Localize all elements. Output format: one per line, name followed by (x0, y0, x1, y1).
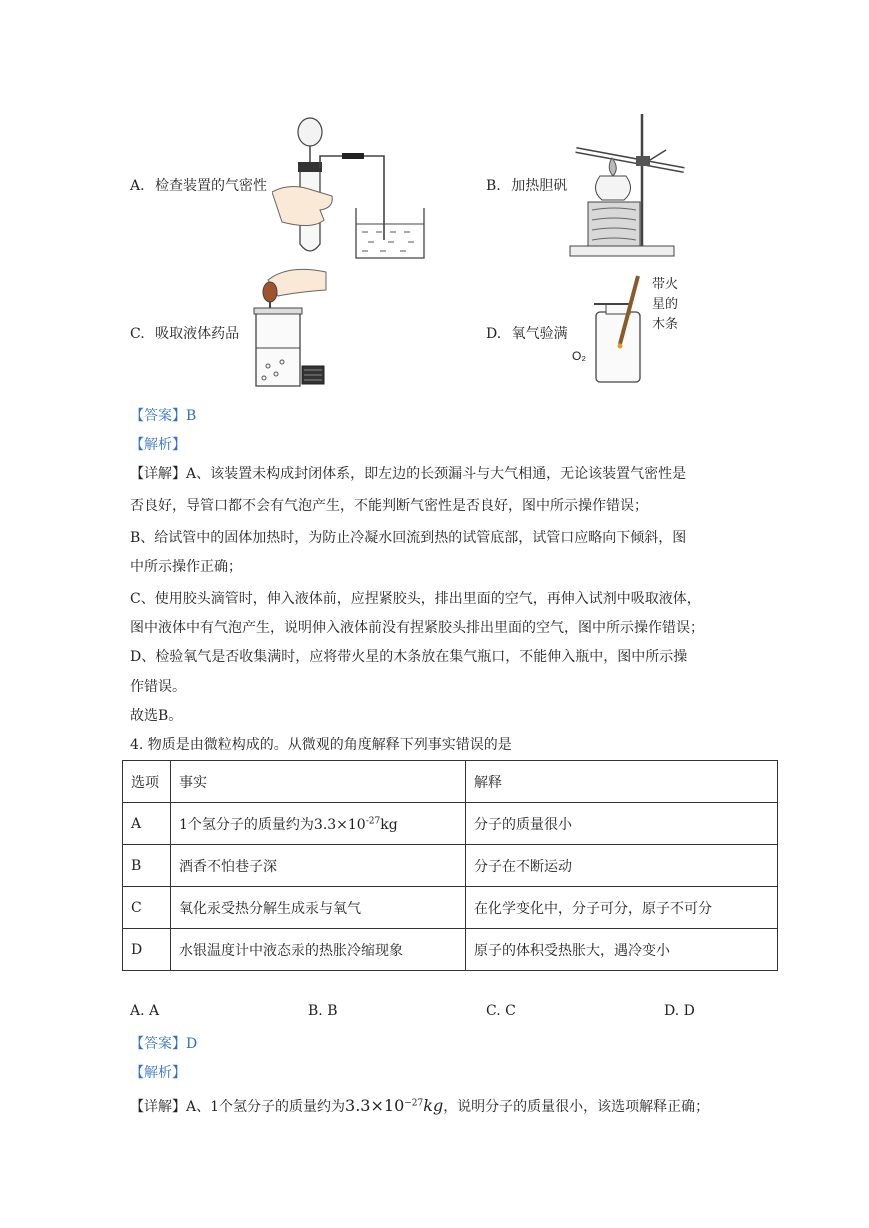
table-cell-option: A (123, 803, 171, 845)
q3-detail-line: D、检验氧气是否收集满时，应将带火星的木条放在集气瓶口，不能伸入瓶中，图中所示操 (130, 649, 688, 665)
q4-analysis-title: 【解析】 (130, 1065, 186, 1081)
q4-detail-pre: 【详解】A、1个氢分子的质量约为 (130, 1099, 346, 1115)
table-header-cell: 选项 (123, 761, 171, 803)
q3-detail-line: C、使用胶头滴管时，伸入液体前，应捏紧胶头，排出里面的空气，再伸入试剂中吸取液体， (130, 591, 701, 607)
option-a-text: 检查装置的气密性 (155, 178, 268, 194)
option-c (130, 323, 239, 343)
q3-detail-line: 中所示操作正确； (130, 559, 242, 575)
table-row (123, 887, 778, 929)
q4-detail-exponent: −27 (404, 1098, 424, 1109)
table-cell-fact (171, 803, 466, 845)
table-cell-option: B (123, 845, 171, 887)
figure-oxygen-check (572, 272, 700, 388)
q3-detail-line: 故选B。 (130, 708, 183, 724)
fig-d-label-3: 木条 (652, 316, 679, 331)
option-c-letter: C. (130, 326, 145, 342)
fig-d-label-2: 星的 (652, 296, 679, 311)
figure-heating-bluestone (566, 110, 690, 258)
option-c-text: 吸取液体药品 (155, 326, 240, 342)
option-b-text: 加热胆矾 (511, 178, 568, 194)
option-d-letter: D. (486, 326, 502, 342)
table-cell-option: C (123, 887, 171, 929)
choice-b: B. B (308, 1003, 338, 1019)
table-cell-fact: 水银温度计中液态汞的热胀冷缩现象 (171, 929, 466, 971)
q3-detail-line: 【详解】A、该装置未构成封闭体系，即左边的长颈漏斗与大气相通，无论该装置气密性是 (130, 466, 687, 482)
q3-analysis-title: 【解析】 (130, 437, 186, 453)
figure-dropper (248, 262, 368, 390)
q4-stem: 4. 物质是由微粒构成的。从微观的角度解释下列事实错误的是 (130, 737, 512, 753)
table-cell-explain: 分子在不断运动 (466, 845, 778, 887)
fact-unit: kg (380, 816, 398, 833)
choice-a: A. A (130, 1003, 160, 1019)
table-header-row (123, 761, 778, 803)
table-cell-fact: 酒香不怕巷子深 (171, 845, 466, 887)
choice-d: D. D (664, 1003, 695, 1019)
fig-d-label-1: 带火 (652, 276, 679, 291)
q3-detail-line: 图中液体中有气泡产生，说明伸入液体前没有捏紧胶头排出里面的空气，图中所示操作错误； (130, 620, 704, 636)
q4-detail-unit: kg (423, 1096, 444, 1115)
q3-answer: 【答案】B (130, 408, 197, 424)
table-cell-option: D (123, 929, 171, 971)
table-cell-fact: 氧化汞受热分解生成汞与氧气 (171, 887, 466, 929)
option-a (130, 175, 267, 195)
figure-airtightness-check (272, 112, 428, 262)
fact-text: 1个氢分子的质量约为3.3×10 (179, 816, 366, 833)
table-header-cell: 解释 (466, 761, 778, 803)
table-cell-explain: 原子的体积受热胀大，遇冷变小 (466, 929, 778, 971)
option-d-text: 氧气验满 (511, 326, 568, 342)
choice-c: C. C (486, 1003, 516, 1019)
q4-detail-math: 3.3×10 (345, 1096, 405, 1115)
q3-detail-line: 作错误。 (130, 679, 186, 695)
table-row (123, 845, 778, 887)
facts-table (122, 760, 778, 971)
fig-d-gas-label: O₂ (572, 349, 586, 363)
q4-detail-post: ，说明分子的质量很小，该选项解释正确； (443, 1099, 710, 1115)
table-cell-explain: 在化学变化中，分子可分，原子不可分 (466, 887, 778, 929)
q4-detail-line (130, 1096, 709, 1116)
q4-answer: 【答案】D (130, 1036, 198, 1052)
option-b-letter: B. (486, 178, 501, 194)
option-d (486, 323, 568, 343)
option-a-letter: A. (130, 178, 145, 194)
table-header-cell: 事实 (171, 761, 466, 803)
table-cell-explain: 分子的质量很小 (466, 803, 778, 845)
q3-detail-line: 否良好，导管口都不会有气泡产生，不能判断气密性是否良好，图中所示操作错误； (130, 498, 648, 514)
table-row (123, 929, 778, 971)
option-b (486, 175, 567, 195)
fact-exponent: -27 (365, 815, 381, 826)
q3-detail-line: B、给试管中的固体加热时，为防止冷凝水回流到热的试管底部，试管口应略向下倾斜，图 (130, 530, 687, 546)
table-row (123, 803, 778, 845)
